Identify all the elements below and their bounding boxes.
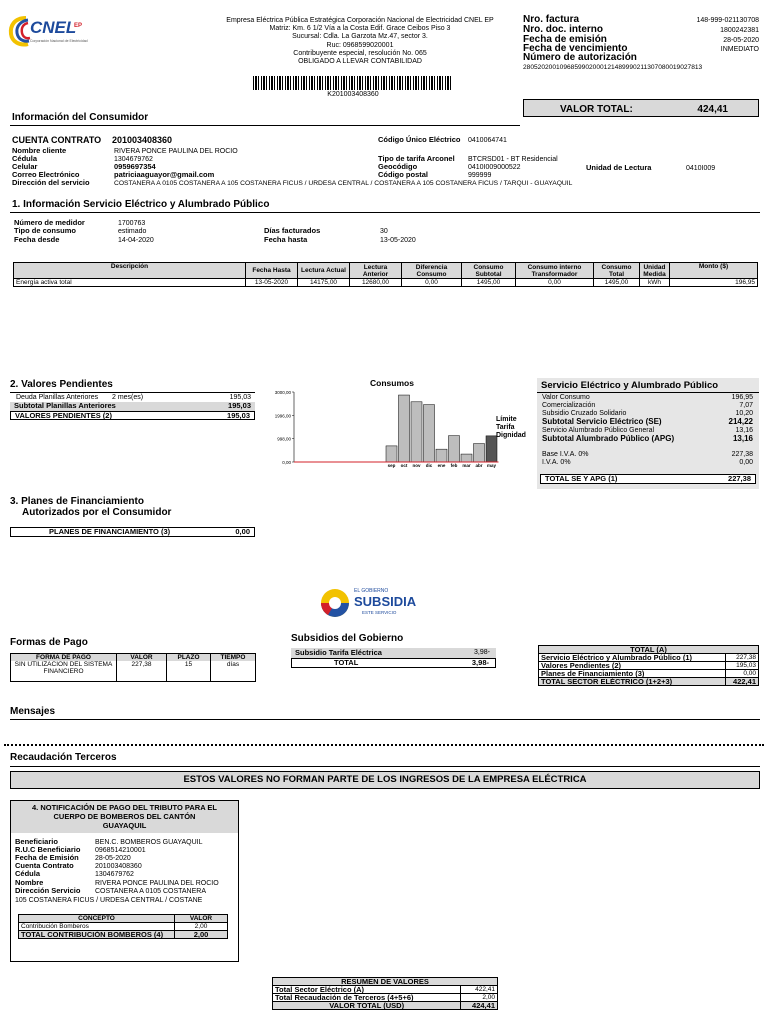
concepto-header: CONCEPTO [19, 915, 175, 923]
cell: 1495,00 [594, 279, 640, 287]
company-line: Empresa Eléctrica Pública Estratégica Corporación Nacional de Electricidad CNEL EP [226, 17, 494, 24]
consumption-header-row [14, 263, 758, 279]
cell: 0,00 [402, 279, 462, 287]
direccion2-bomberos: 105 COSTANERA FICUS / URDESA CENTRAL / COSTANE [15, 897, 203, 904]
col-header: Consumo Total [594, 263, 640, 279]
cuenta-bomberos: 201003408360 [95, 863, 142, 870]
bar [449, 436, 460, 462]
financing-title-l2: Autorizados por el Consumidor [22, 507, 172, 518]
pendientes-label: VALORES PENDIENTES (2) [15, 411, 112, 420]
subsidio-label: Subsidio Cruzado Solidario [542, 410, 627, 417]
iva: 0,00 [739, 459, 753, 466]
cell: Planes de Financiamiento (3) [539, 670, 726, 678]
limit-label: Límite Tarifa Dignidad [496, 416, 526, 439]
cuenta-contrato: 201003408360 [112, 135, 173, 145]
financing-title-l1: 3. Planes de Financiamiento [10, 496, 144, 507]
codigo-unico-label: Código Único Eléctrico [378, 135, 461, 144]
nombre-bomberos: RIVERA PONCE PAULINA DEL ROCIO [95, 880, 219, 887]
col-header: Consumo interno Transformador [516, 263, 594, 279]
direccion-bomberos: COSTANERA A 0105 COSTANERA [95, 888, 207, 895]
y-tick-label: 998,00 [277, 436, 291, 442]
table-row [11, 661, 256, 681]
third-title: Recaudación Terceros [10, 752, 117, 763]
chart-plot [262, 378, 532, 470]
nro-factura: 148-999-021130708 [696, 17, 759, 24]
tarifa: BTCRSD01 - BT Residencial [468, 156, 558, 163]
deuda-label: Deuda Planillas Anteriores [16, 394, 99, 401]
x-tick-label: dic [425, 463, 433, 468]
cell: 2,00 [193, 930, 209, 939]
subsidio-total-label: TOTAL [334, 658, 359, 667]
cedula-label: Cédula [12, 154, 38, 163]
fecha-emision-bomberos: 28-05-2020 [95, 855, 131, 862]
chart-title: Consumos [370, 378, 414, 388]
logo-sub: EP [74, 23, 83, 29]
cell: kWh [640, 279, 670, 287]
base-iva: 227,38 [731, 451, 753, 458]
postal-label: Código postal [378, 170, 428, 179]
table-row [19, 931, 228, 939]
celular: 0959697354 [114, 162, 156, 171]
ruc-beneficiario: 0968514210001 [95, 847, 146, 854]
x-tick-label: ene [437, 463, 446, 468]
company-line: Ruc: 0968599020001 [326, 41, 394, 49]
concepto-table [18, 914, 228, 939]
celular-label: Celular [12, 162, 38, 171]
cell: Total Sector Eléctrico (A) [273, 986, 461, 994]
bar [474, 444, 485, 462]
medidor: 1700763 [118, 220, 146, 227]
fire-title-l1: 4. NOTIFICACIÓN DE PAGO DEL TRIBUTO PARA EL [31, 803, 217, 812]
cell: TOTAL CONTRIBUCIÓN BOMBEROS (4) [19, 931, 175, 939]
x-tick-label: abr [475, 463, 483, 468]
cell: Valores Pendientes (2) [539, 662, 726, 670]
financing-title [10, 496, 171, 518]
subtotal-apg: 13,16 [732, 434, 753, 443]
total-a-table [538, 645, 759, 686]
x-tick-label: oct [400, 463, 408, 468]
cell: 424,41 [472, 1001, 495, 1010]
geocodigo-label: Geocódigo [378, 162, 418, 171]
company-line: Contribuyente especial, resolución No. 065 [293, 49, 427, 57]
barcode-text: K201003408360 [327, 91, 379, 98]
cell: 1495,00 [462, 279, 516, 287]
x-tick-label: mar [462, 463, 471, 468]
nombre-cliente: RIVERA PONCE PAULINA DEL ROCIO [114, 148, 238, 155]
cell: 0,00 [516, 279, 594, 287]
direccion: COSTANERA A 0105 COSTANERA A 105 COSTANERA FICUS / URDESA CENTRAL / COSTANERA A 105 COSTANERA FICUS / TARQUI - GUAYAQUIL [114, 180, 573, 187]
col-header: Descripción [14, 263, 246, 279]
autorizacion-label: Número de autorización [523, 52, 637, 63]
bar [399, 395, 410, 462]
cell: Total Recaudación de Terceros (4+5+6) [273, 994, 461, 1002]
se-ap-panel [537, 378, 759, 489]
total-se-apg-label: TOTAL SE Y APG (1) [545, 474, 618, 483]
gov-logo-top: EL GOBIERNO [354, 588, 389, 594]
comercializacion-label: Comercialización [542, 402, 596, 409]
fecha-desde: 14-04-2020 [118, 237, 154, 244]
total-se-apg: 227,38 [728, 474, 751, 483]
company-line: Matriz: Km. 6 1/2 Vía a la Costa Edif. Grace Ceibos Piso 3 [269, 25, 451, 33]
cell: 422,41 [733, 677, 756, 686]
col-header: TIEMPO [220, 654, 246, 661]
gov-logo-main: SUBSIDIA [354, 594, 417, 609]
cell: 196,95 [735, 279, 755, 286]
nombre-label: Nombre cliente [12, 146, 67, 155]
summary-header: RESUMEN DE VALORES [341, 977, 429, 986]
consumption-table [13, 262, 758, 287]
subsidio-total: 3,98- [471, 658, 489, 667]
consumer-title: Información del Consumidor [12, 112, 149, 123]
fire-notice [10, 800, 239, 962]
col-header: Diferencia Consumo [402, 263, 462, 279]
correo: patriciaaguayor@gmail.com [114, 170, 215, 179]
service-title: 1. Información Servicio Eléctrico y Alumbrado Público [12, 199, 270, 210]
planes-valor: 0,00 [235, 527, 250, 536]
consumption-chart [262, 378, 532, 470]
payment-title: Formas de Pago [10, 637, 88, 648]
bar [461, 454, 472, 462]
col-header: Lectura Actual [298, 263, 350, 279]
subtotal-apg-label: Subtotal Alumbrado Público (APG) [542, 434, 675, 443]
third-banner: ESTOS VALORES NO FORMAN PARTE DE LOS INGRESOS DE LA EMPRESA ELÉCTRICA [10, 771, 760, 789]
nro-factura-label: Nro. factura [523, 14, 580, 25]
alumbrado-label: Servicio Alumbrado Público General [542, 427, 655, 434]
codigo-postal: 999999 [468, 172, 492, 179]
x-tick-label: nov [412, 463, 421, 468]
cedula-label-bomberos: Cédula [15, 869, 41, 878]
valor-consumo: 196,95 [731, 394, 753, 401]
subsidio-tarifa-row [291, 648, 496, 658]
table-row [539, 678, 759, 686]
cell: Contribución Bomberos [19, 923, 175, 931]
payment-table [10, 653, 256, 682]
deuda-valor: 195,03 [229, 394, 251, 401]
subsidio-tarifa: 3,98- [474, 649, 490, 656]
nombre-label-bomberos: Nombre [15, 878, 44, 887]
subtotal-se: 214,22 [728, 417, 753, 426]
cell: 14175,00 [298, 279, 350, 287]
subsidio-cruzado: 10,20 [735, 410, 753, 417]
fecha-hasta: 13-05-2020 [380, 237, 416, 244]
logo-tagline: Corporación Nacional de Electricidad [30, 39, 88, 43]
total-a-header: TOTAL (A) [630, 645, 667, 654]
planes-row [10, 527, 255, 537]
cell: 13-05-2020 [246, 279, 298, 287]
cell: SIN UTILIZACION DEL SISTEMA FINANCIERO [11, 661, 117, 681]
dias-facturados: 30 [380, 228, 388, 235]
fire-title [11, 803, 238, 830]
beneficiario-label: Beneficiario [15, 837, 58, 846]
barcode [253, 76, 453, 90]
bar [411, 402, 422, 462]
bar [436, 449, 447, 462]
cell: 2,00 [194, 923, 208, 930]
summary-table [272, 977, 498, 1010]
valor-total-label: VALOR TOTAL: [560, 104, 633, 115]
valor-consumo-label: Valor Consumo [542, 394, 590, 401]
col-header: PLAZO [167, 654, 211, 662]
cell: 15 [167, 661, 211, 681]
fire-title-l2: CUERPO DE BOMBEROS DEL CANTÓN [53, 812, 196, 821]
unidad-label: Unidad de Lectura [586, 163, 652, 172]
col-header: Fecha Hasta [246, 263, 298, 279]
payment-header-row [11, 654, 256, 662]
subsidies-title: Subsidios del Gobierno [291, 633, 404, 644]
col-header: FORMA DE PAGO [11, 654, 117, 662]
dotted-separator [4, 744, 764, 746]
cell: 227,38 [736, 654, 756, 661]
base-iva-label: Base I.V.A. 0% [542, 451, 589, 458]
ruc-label: R.U.C Beneficiario [15, 845, 81, 854]
nro-doc-label: Nro. doc. interno [523, 24, 603, 35]
pendientes-valor: 195,03 [227, 411, 250, 420]
col-header: Consumo Subtotal [462, 263, 516, 279]
col-header: Unidad Medida [640, 263, 670, 279]
cedula-bomberos: 1304679762 [95, 871, 134, 878]
emision-label: Fecha de Emisión [15, 853, 79, 862]
autorizacion: 2805202001096859902000121489990211307080019027813 [523, 64, 703, 71]
cuenta-label-bomberos: Cuenta Contrato [15, 861, 74, 870]
y-tick-label: 3000,00 [274, 390, 291, 395]
dias-label: Días facturados [264, 226, 321, 235]
col-header: Lectura Anterior [350, 263, 402, 279]
subsidio-total-row [291, 658, 496, 668]
x-tick-label: feb [450, 463, 458, 468]
correo-label: Correo Electrónico [12, 170, 80, 179]
cell: 12680,00 [350, 279, 402, 287]
cell: 227,38 [117, 661, 167, 681]
fecha-venc: INMEDIATO [720, 46, 759, 53]
fecha-emision: 28-05-2020 [723, 37, 759, 44]
tarifa-label: Tipo de tarifa Arconel [378, 154, 455, 163]
valor-header: VALOR [189, 915, 213, 922]
se-ap-title: Servicio Eléctrico y Alumbrado Público [541, 380, 719, 391]
cell: 195,03 [736, 662, 756, 669]
bar [424, 405, 435, 462]
col-header: VALOR [117, 654, 167, 662]
planes-label: PLANES DE FINANCIAMIENTO (3) [49, 527, 171, 536]
x-tick-label: sep [387, 463, 396, 468]
messages-title: Mensajes [10, 706, 56, 717]
col-header: Monto ($) [698, 263, 729, 270]
pending-title: 2. Valores Pendientes [10, 379, 113, 390]
cuenta-label: CUENTA CONTRATO [12, 135, 102, 145]
company-info [180, 17, 540, 66]
fecha-venc-label: Fecha de vencimiento [523, 43, 628, 54]
hasta-label: Fecha hasta [264, 235, 308, 244]
nro-doc: 1800242381 [720, 27, 759, 34]
subtotal-se-label: Subtotal Servicio Eléctrico (SE) [542, 417, 662, 426]
codigo-unico: 0410064741 [468, 137, 507, 144]
cnel-logo [8, 14, 90, 48]
tipo-label: Tipo de consumo [14, 226, 76, 235]
comercializacion: 7,07 [739, 402, 753, 409]
cell: días [226, 661, 240, 668]
deuda-meses: 2 mes(es) [112, 394, 144, 401]
gobierno-subsidia-logo [318, 586, 417, 620]
table-row [273, 1002, 498, 1010]
fecha-emision-label: Fecha de emisión [523, 34, 607, 45]
logo-text: CNEL [30, 18, 77, 37]
total-se-apg-row [540, 474, 756, 484]
cell: 0,00 [743, 670, 756, 677]
cell: Energía activa total [14, 279, 246, 287]
medidor-label: Número de medidor [14, 218, 85, 227]
pendientes-total-row [10, 411, 255, 420]
tipo-consumo: estimado [118, 228, 147, 235]
y-tick-label: 1996,00 [274, 413, 291, 419]
gov-logo-bottom: ESTE SERVICIO [362, 610, 397, 615]
fire-title-l3: GUAYAQUIL [102, 821, 147, 830]
subsidio-tarifa-label: Subsidio Tarifa Eléctrica [295, 648, 382, 657]
geocodigo: 0410I009000522 [468, 164, 521, 171]
subtotal-row [10, 402, 255, 411]
alumbrado: 13,16 [735, 427, 753, 434]
unidad-lectura: 0410I009 [686, 165, 716, 172]
direccion-label: Dirección del servicio [12, 178, 90, 187]
beneficiario: BEN.C. BOMBEROS GUAYAQUIL [95, 839, 203, 846]
cell: TOTAL SECTOR ELÉCTRICO (1+2+3) [539, 678, 726, 686]
direccion-label-bomberos: Dirección Servicio [15, 886, 81, 895]
company-line: OBLIGADO A LLEVAR CONTABILIDAD [298, 58, 422, 66]
valor-total-box [523, 99, 759, 117]
iva-label: I.V.A. 0% [542, 459, 571, 466]
company-line: Sucursal: Cdla. La Garzota Mz.47, sector 3. [292, 33, 428, 41]
cell: 422,41 [475, 986, 495, 993]
y-tick-label: 0,00 [282, 460, 291, 465]
cedula: 1304679762 [114, 156, 153, 163]
cell: VALOR TOTAL (USD) [273, 1002, 461, 1010]
table-row [14, 279, 758, 287]
desde-label: Fecha desde [14, 235, 60, 244]
valor-total: 424,41 [697, 104, 728, 115]
bar [386, 446, 397, 462]
cell: Servicio Eléctrico y Alumbrado Público (1) [539, 654, 726, 662]
subtotal-label: Subtotal Planillas Anteriores [14, 401, 116, 410]
x-tick-label: may [486, 463, 497, 468]
subtotal-valor: 195,03 [228, 401, 251, 410]
cell: 2,00 [482, 994, 495, 1001]
